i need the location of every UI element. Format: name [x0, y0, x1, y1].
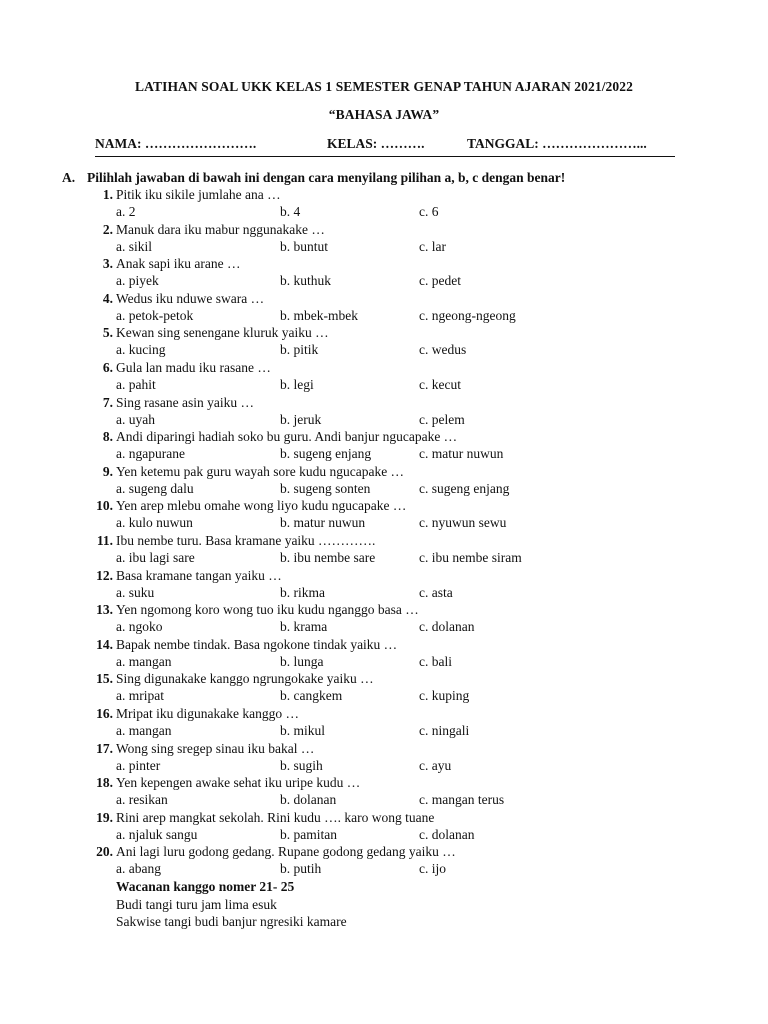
question-item [0, 187, 768, 222]
question-item [0, 741, 768, 776]
question-item [0, 395, 768, 430]
section-instruction: Pilihlah jawaban di bawah ini dengan cara menyilang pilihan a, b, c dengan benar! [87, 170, 566, 185]
option-a[interactable]: a. pahit [116, 376, 156, 392]
exam-subject: “BAHASA JAWA” [328, 107, 440, 122]
option-a[interactable]: a. uyah [116, 411, 155, 427]
option-b[interactable]: b. cangkem [280, 688, 343, 704]
option-b[interactable]: b. legi [280, 376, 314, 392]
question-number: 8. [102, 429, 113, 445]
question-item [0, 464, 768, 499]
question-number: 18. [96, 775, 113, 791]
question-item [0, 360, 768, 395]
question-item [0, 222, 768, 257]
option-b[interactable]: b. 4 [280, 204, 301, 219]
option-b[interactable]: b. mbek-mbek [280, 307, 358, 323]
option-b[interactable]: b. sugeng sonten [280, 480, 371, 496]
question-text: Yen arep mlebu omahe wong liyo kudu ngucapake … [116, 498, 407, 514]
option-a[interactable]: a. kucing [116, 342, 166, 358]
option-a[interactable]: a. mangan [116, 722, 172, 738]
question-text: Ibu nembe turu. Basa kramane yaiku …………. [116, 532, 376, 548]
question-number: 3. [102, 256, 113, 272]
passage-line: Budi tangi turu jam lima esuk [116, 896, 277, 912]
question-text: Ani lagi luru godong gedang. Rupane godong gedang yaiku … [116, 844, 456, 860]
option-a[interactable]: a. suku [116, 584, 155, 600]
question-text: Mripat iku digunakake kanggo … [116, 705, 299, 721]
tanggal-field: TANGGAL: …………………... [467, 136, 647, 151]
option-a[interactable]: a. resikan [116, 792, 168, 808]
option-a[interactable]: a. mangan [116, 653, 172, 669]
question-number: 5. [102, 325, 113, 341]
option-c[interactable]: c. pedet [419, 273, 461, 289]
question-number: 9. [102, 463, 113, 479]
option-b[interactable]: b. putih [280, 861, 322, 877]
question-number: 13. [96, 602, 113, 618]
question-text: Pitik iku sikile jumlahe ana … [116, 187, 281, 202]
question-item [0, 325, 768, 360]
option-b[interactable]: b. jeruk [280, 411, 322, 427]
option-c[interactable]: c. nyuwun sewu [419, 515, 507, 531]
option-a[interactable]: a. njaluk sangu [116, 826, 198, 842]
question-item [0, 291, 768, 326]
question-item [0, 844, 768, 879]
option-c[interactable]: c. pelem [419, 411, 465, 427]
nama-field: NAMA: ……………………. [95, 136, 257, 151]
question-text: Anak sapi iku arane … [116, 256, 241, 272]
question-number: 19. [96, 809, 113, 825]
question-text: Sing rasane asin yaiku … [116, 394, 254, 410]
question-item [0, 671, 768, 706]
option-a[interactable]: a. abang [116, 861, 161, 877]
option-b[interactable]: b. mikul [280, 722, 326, 738]
question-text: Manuk dara iku mabur nggunakake … [116, 221, 325, 237]
question-item [0, 706, 768, 741]
question-item [0, 256, 768, 291]
question-text: Bapak nembe tindak. Basa ngokone tindak yaiku … [116, 636, 398, 652]
option-c[interactable]: c. ayu [419, 757, 452, 773]
question-number: 17. [96, 740, 113, 756]
question-number: 15. [96, 671, 113, 687]
question-text: Gula lan madu iku rasane … [116, 359, 271, 375]
option-a[interactable]: a. sikil [116, 238, 152, 254]
option-b[interactable]: b. dolanan [280, 792, 337, 808]
question-text: Basa kramane tangan yaiku … [116, 567, 282, 583]
option-a[interactable]: a. sugeng dalu [116, 480, 194, 496]
option-a[interactable]: a. petok-petok [116, 307, 194, 323]
option-c[interactable]: c. wedus [419, 342, 467, 358]
question-number: 1. [102, 187, 113, 202]
option-c[interactable]: c. ningali [419, 722, 470, 738]
question-text: Yen ngomong koro wong tuo iku kudu nganggo basa … [116, 602, 419, 618]
question-number: 14. [96, 636, 113, 652]
question-item [0, 810, 768, 845]
question-item [0, 533, 768, 568]
option-c[interactable]: c. kuping [419, 688, 470, 704]
option-b[interactable]: b. pamitan [280, 826, 337, 842]
question-number: 16. [96, 705, 113, 721]
exam-title: LATIHAN SOAL UKK KELAS 1 SEMESTER GENAP TAHUN AJARAN 2021/2022 [135, 79, 633, 94]
option-c[interactable]: c. ibu nembe siram [419, 549, 522, 565]
option-b[interactable]: b. rikma [280, 584, 325, 600]
question-text: Rini arep mangkat sekolah. Rini kudu …. karo wong tuane [116, 809, 435, 825]
option-c[interactable]: c. ijo [419, 861, 446, 877]
option-c[interactable]: c. kecut [419, 376, 461, 392]
kelas-field: KELAS: ………. [327, 136, 425, 151]
passage-line: Sakwise tangi budi banjur ngresiki kamare [116, 914, 347, 929]
option-b[interactable]: b. ibu nembe sare [280, 549, 376, 565]
passage-title: Wacanan kanggo nomer 21- 25 [116, 879, 295, 894]
option-b[interactable]: b. lunga [280, 653, 324, 669]
option-c[interactable]: c. sugeng enjang [419, 480, 510, 496]
question-text: Andi diparingi hadiah soko bu guru. Andi banjur ngucapake … [116, 429, 458, 445]
option-c[interactable]: c. mangan terus [419, 792, 505, 808]
option-a[interactable]: a. 2 [116, 204, 136, 219]
question-text: Yen ketemu pak guru wayah sore kudu ngucapake … [116, 463, 405, 479]
option-a[interactable]: a. ngapurane [116, 446, 185, 462]
question-number: 12. [96, 567, 113, 583]
question-number: 2. [102, 221, 113, 237]
option-b[interactable]: b. pitik [280, 342, 319, 358]
option-a[interactable]: a. ngoko [116, 619, 163, 635]
option-c[interactable]: c. 6 [419, 204, 439, 219]
student-identity-row [95, 136, 675, 157]
option-a[interactable]: a. pinter [116, 757, 161, 773]
question-number: 10. [96, 498, 113, 514]
option-a[interactable]: a. piyek [116, 273, 159, 289]
option-b[interactable]: b. kuthuk [280, 273, 332, 289]
question-number: 7. [102, 394, 113, 410]
question-item [0, 568, 768, 603]
question-number: 6. [102, 359, 113, 375]
option-c[interactable]: c. dolanan [419, 619, 475, 635]
option-a[interactable]: a. kulo nuwun [116, 515, 193, 531]
question-number: 11. [96, 532, 113, 548]
question-item [0, 637, 768, 672]
question-list [0, 187, 768, 879]
option-c[interactable]: c. matur nuwun [419, 446, 504, 462]
question-item [0, 498, 768, 533]
question-number: 20. [96, 844, 113, 860]
question-item [0, 775, 768, 810]
question-text: Sing digunakake kanggo ngrungokake yaiku … [116, 671, 374, 687]
section-letter: A. [62, 170, 76, 185]
question-item [0, 429, 768, 464]
option-c[interactable]: c. ngeong-ngeong [419, 307, 516, 323]
question-text: Wedus iku nduwe swara … [116, 290, 265, 306]
option-c[interactable]: c. dolanan [419, 826, 475, 842]
option-c[interactable]: c. lar [419, 238, 446, 254]
option-b[interactable]: b. sugih [280, 757, 323, 773]
reading-passage [116, 879, 347, 932]
option-b[interactable]: b. buntut [280, 238, 329, 254]
option-b[interactable]: b. sugeng enjang [280, 446, 372, 462]
question-item [0, 602, 768, 637]
option-b[interactable]: b. matur nuwun [280, 515, 366, 531]
option-c[interactable]: c. bali [419, 653, 452, 669]
question-number: 4. [102, 290, 113, 306]
question-text: Kewan sing senengane kluruk yaiku … [116, 325, 329, 341]
option-b[interactable]: b. krama [280, 619, 328, 635]
option-c[interactable]: c. asta [419, 584, 453, 600]
option-a[interactable]: a. mripat [116, 688, 164, 704]
question-text: Wong sing sregep sinau iku bakal … [116, 740, 315, 756]
option-a[interactable]: a. ibu lagi sare [116, 549, 195, 565]
question-text: Yen kepengen awake sehat iku uripe kudu … [116, 775, 361, 791]
